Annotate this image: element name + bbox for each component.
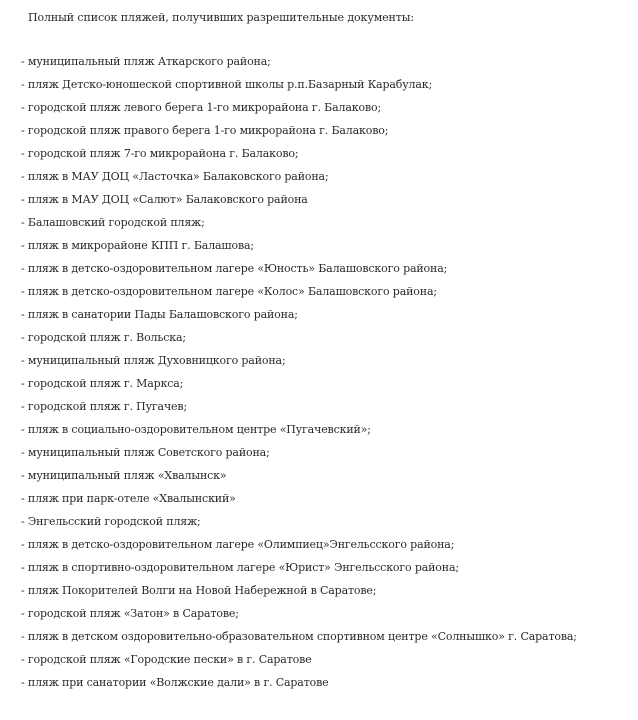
list-item: - пляж в социально-оздоровительном центре «Пугачевский»;: [21, 423, 371, 436]
list-item: - городской пляж г. Пугачев;: [21, 400, 188, 413]
list-item: - городской пляж правого берега 1-го микрорайона г. Балаково;: [21, 124, 389, 137]
list-item: - городской пляж «Затон» в Саратове;: [21, 607, 239, 620]
list-item: - пляж Покорителей Волги на Новой Набережной в Саратове;: [21, 584, 377, 597]
intro-text: Полный список пляжей, получивших разрешительные документы:: [28, 11, 415, 24]
list-item: - Энгельсский городской пляж;: [21, 515, 201, 528]
list-item: - пляж в детско-оздоровительном лагере «Колос» Балашовского района;: [21, 285, 437, 298]
list-item: - муниципальный пляж Духовницкого района;: [21, 354, 286, 367]
list-item: - городской пляж г. Маркса;: [21, 377, 184, 390]
list-item: - городской пляж левого берега 1-го микрорайона г. Балаково;: [21, 101, 382, 114]
beach-list: [21, 54, 577, 698]
list-item: - пляж в санатории Пады Балашовского района;: [21, 308, 298, 321]
list-item: - пляж Детско-юношеской спортивной школы р.п.Базарный Карабулак;: [21, 78, 433, 91]
list-item: - пляж при парк-отеле «Хвалынский»: [21, 492, 236, 505]
list-item: - пляж в МАУ ДОЦ «Ласточка» Балаковского района;: [21, 170, 329, 183]
list-item: - муниципальный пляж Советского района;: [21, 446, 270, 459]
list-item: - пляж в спортивно-оздоровительном лагере «Юрист» Энгельсского района;: [21, 561, 459, 574]
list-item: - городской пляж 7-го микрорайона г. Балаково;: [21, 147, 299, 160]
list-item: - городской пляж «Городские пески» в г. Саратове: [21, 653, 312, 666]
list-item: - пляж в МАУ ДОЦ «Салют» Балаковского района: [21, 193, 308, 206]
list-item: - муниципальный пляж Аткарского района;: [21, 55, 271, 68]
list-item: - пляж в детско-оздоровительном лагере «Юность» Балашовского района;: [21, 262, 448, 275]
list-item: - городской пляж г. Вольска;: [21, 331, 186, 344]
list-item: - пляж в детско-оздоровительном лагере «Олимпиец»Энгельсского района;: [21, 538, 455, 551]
list-item: - Балашовский городской пляж;: [21, 216, 205, 229]
list-item: - пляж при санатории «Волжские дали» в г. Саратове: [21, 676, 329, 689]
list-item: - муниципальный пляж «Хвалынск»: [21, 469, 227, 482]
list-item: - пляж в микрорайоне КПП г. Балашова;: [21, 239, 254, 252]
list-item: - пляж в детском оздоровительно-образовательном спортивном центре «Солнышко» г. Саратова;: [21, 630, 577, 643]
